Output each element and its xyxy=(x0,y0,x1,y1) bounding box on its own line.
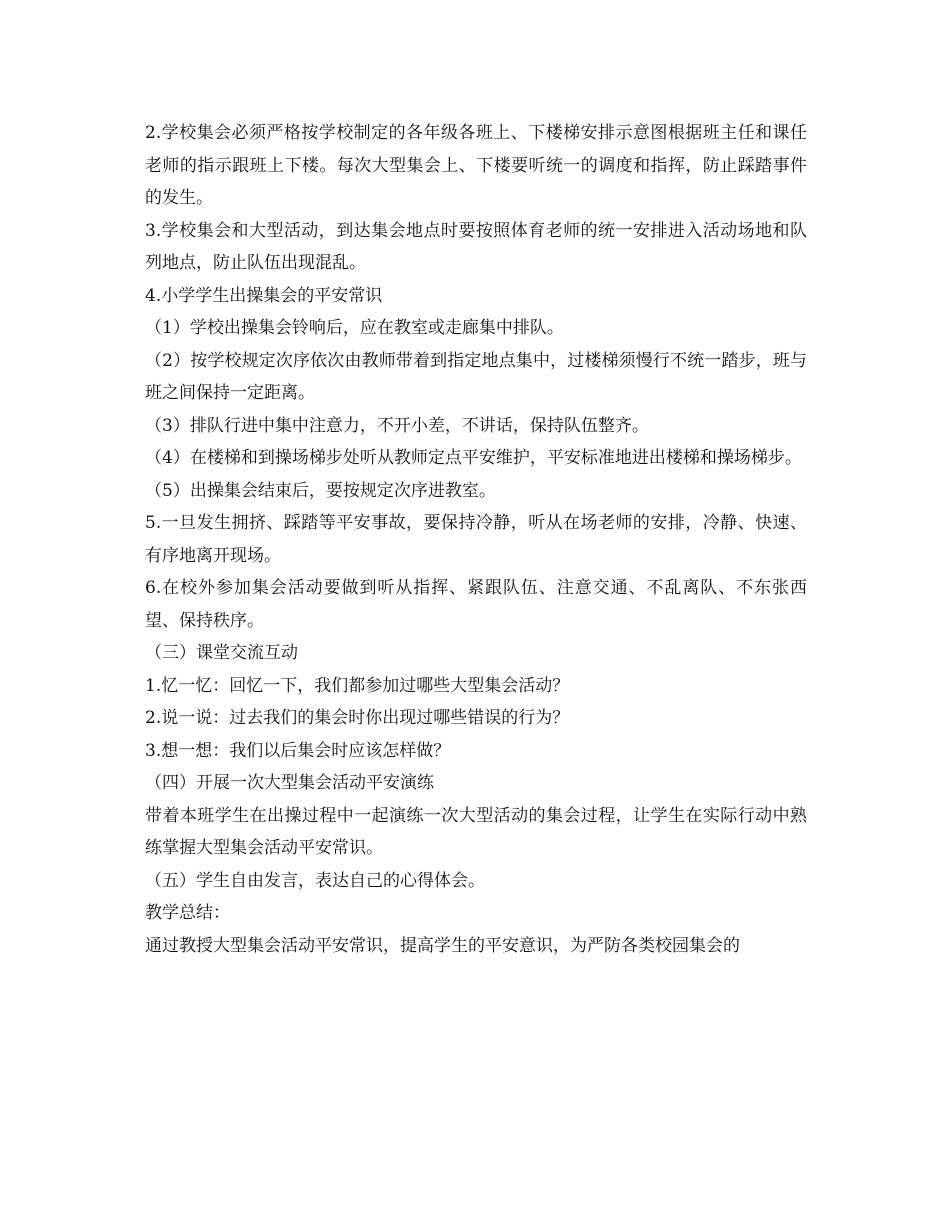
paragraph-rule-6: 6.在校外参加集会活动要做到听从指挥、紧跟队伍、注意交通、不乱离队、不东张西望、保持秩序。 xyxy=(145,578,807,631)
paragraph-summary: 通过教授大型集会活动平安常识，提高学生的平安意识，为严防各类校园集会的 xyxy=(145,935,740,956)
paragraph-question-3: 3.想一想：我们以后集会时应该怎样做？ xyxy=(145,740,451,761)
paragraph-sub-4: （4）在楼梯和到操场梯步处听从教师定点平安维护，平安标准地进出楼梯和操场梯步。 xyxy=(145,448,802,468)
summary-heading: 教学总结： xyxy=(145,903,230,923)
paragraph-sub-2: （2）按学校规定次序依次由教师带着到指定地点集中，过楼梯须慢行不统一踏步，班与班之间保持一定距离。 xyxy=(145,350,807,403)
paragraph-rule-5: 5.一旦发生拥挤、踩踏等平安事故，要保持冷静，听从在场老师的安排，冷静、快速、有序地离开现场。 xyxy=(145,513,807,566)
paragraph-question-2: 2.说一说：过去我们的集会时你出现过哪些错误的行为？ xyxy=(145,708,570,728)
paragraph-sub-1: （1）学校出操集会铃响后，应在教室或走廊集中排队。 xyxy=(145,318,564,338)
section-heading-3: （三）课堂交流互动 xyxy=(145,643,298,663)
paragraph-rule-3: 3.学校集会和大型活动，到达集会地点时要按照体育老师的统一安排进入活动场地和队列地点，防止队伍出现混乱。 xyxy=(145,220,807,273)
section-heading-5: （五）学生自由发言，表达自己的心得体会。 xyxy=(145,870,485,891)
paragraph-drill: 带着本班学生在出操过程中一起演练一次大型活动的集会过程，让学生在实际行动中熟练掌握大型集会活动平安常识。 xyxy=(145,805,807,858)
section-heading-4: （四）开展一次大型集会活动平安演练 xyxy=(145,773,434,793)
paragraph-question-1: 1.忆一忆：回忆一下，我们都参加过哪些大型集会活动？ xyxy=(145,675,570,696)
paragraph-rule-2: 2.学校集会必须严格按学校制定的各年级各班上、下楼梯安排示意图根据班主任和课任老师的指示跟班上下楼。每次大型集会上、下楼要听统一的调度和指挥，防止踩踏事件的发生。 xyxy=(145,123,807,208)
paragraph-sub-3: （3）排队行进中集中注意力，不开小差，不讲话，保持队伍整齐。 xyxy=(145,415,649,436)
paragraph-sub-5: （5）出操集会结束后，要按规定次序进教室。 xyxy=(145,480,496,501)
document-body xyxy=(145,117,807,962)
paragraph-rule-4-heading: 4.小学学生出操集会的平安常识 xyxy=(145,285,383,306)
